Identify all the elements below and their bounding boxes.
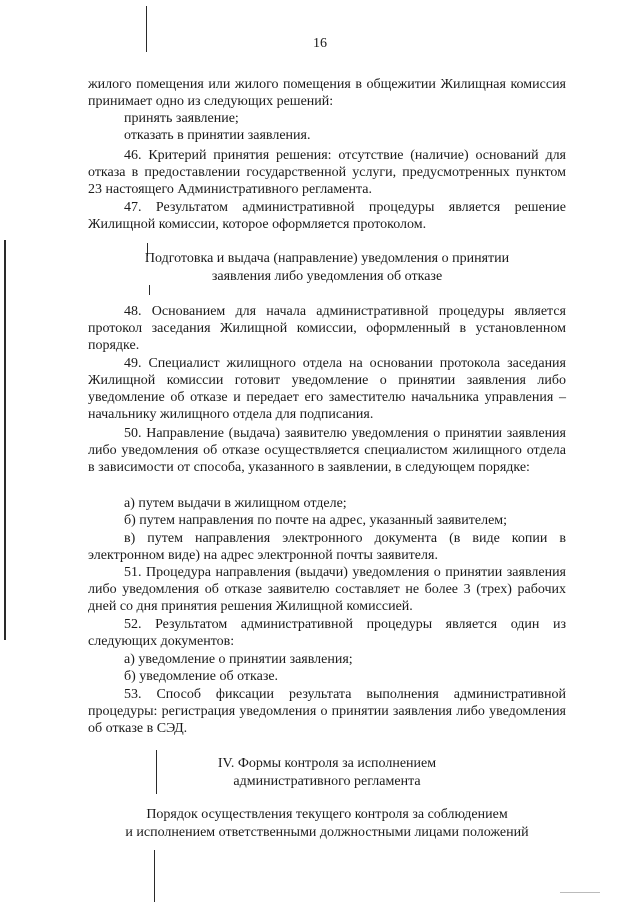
heading-line: и исполнением ответственными должностными лицами положений <box>125 825 529 840</box>
heading-line: административного регламента <box>233 774 421 789</box>
heading-line: заявления либо уведомления об отказе <box>211 269 443 284</box>
paragraph-50-c: в) путем направления электронного документа (в виде копии в электронном виде) на адрес электронной почты заявителя. <box>88 531 566 563</box>
paragraph-52: 52. Результатом административной процедуры является один из следующих документов: <box>88 617 566 649</box>
intro-paragraph: жилого помещения или жилого помещения в общежитии Жилищная комиссия принимает одно из следующих решений: <box>88 77 566 109</box>
paragraph-52-b: б) уведомление об отказе. <box>124 669 279 684</box>
heading-line: Порядок осуществления текущего контроля за соблюдением <box>146 807 508 822</box>
paragraph-51: 51. Процедура направления (выдачи) уведомления о принятии заявления либо уведомления об отказе заявителю составляет не более 3 (трех) рабочих дней со дня принятия решения Жилищной комиссией. <box>88 565 566 614</box>
paragraph-50-a: а) путем выдачи в жилищном отделе; <box>124 496 347 511</box>
paragraph-46: 46. Критерий принятия решения: отсутствие (наличие) оснований для отказа в предоставлении государственной услуги, предусмотренных пунктом 23 настоящего Административного регламента. <box>88 148 566 197</box>
scan-margin-line <box>154 850 155 902</box>
section-heading-notification <box>88 250 566 286</box>
section-heading-current-control <box>88 806 566 842</box>
page-number: 16 <box>313 36 327 51</box>
section-heading-control-forms <box>88 755 566 791</box>
scan-speck <box>560 892 600 893</box>
paragraph-53: 53. Способ фиксации результата выполнения административной процедуры: регистрация уведомления о принятии заявления либо уведомления об отказе в СЭД. <box>88 687 566 736</box>
paragraph-52-a: а) уведомление о принятии заявления; <box>124 652 353 667</box>
paragraph-47: 47. Результатом административной процедуры является решение Жилищной комиссии, которое оформляется протоколом. <box>88 200 566 232</box>
scan-margin-line <box>4 240 6 640</box>
paragraph-50: 50. Направление (выдача) заявителю уведомления о принятии заявления либо уведомления об отказе осуществляется специалистом жилищного отдела в зависимости от способа, указанного в заявлении, в следующем порядке: <box>88 426 566 475</box>
option-refuse: отказать в принятии заявления. <box>124 128 311 143</box>
heading-line: IV. Формы контроля за исполнением <box>217 756 437 771</box>
paragraph-50-b: б) путем направления по почте на адрес, указанный заявителем; <box>124 513 508 528</box>
option-accept: принять заявление; <box>124 111 239 126</box>
scan-margin-line <box>149 285 150 295</box>
paragraph-49: 49. Специалист жилищного отдела на основании протокола заседания Жилищной комиссии готовит уведомление о принятии заявления либо уведомление об отказе и передает его заместителю начальника управления – начальнику жилищного отдела для подписания. <box>88 356 566 422</box>
paragraph-48: 48. Основанием для начала административной процедуры является протокол заседания Жилищной комиссии, оформленный в установленном порядке. <box>88 304 566 353</box>
heading-line: Подготовка и выдача (направление) уведомления о принятии <box>144 251 510 266</box>
